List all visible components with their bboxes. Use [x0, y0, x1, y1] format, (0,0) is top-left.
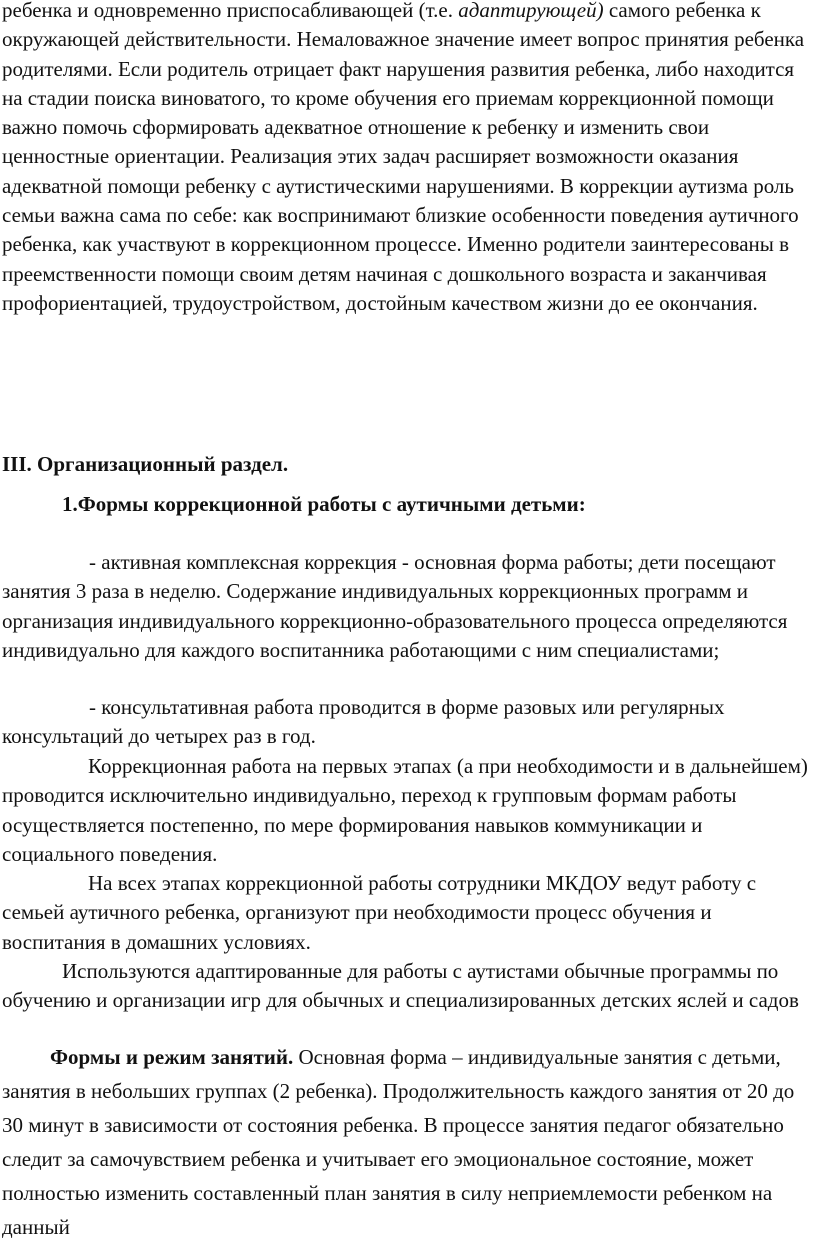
paragraph-active-correction: [2, 548, 814, 665]
paragraph-text: - активная комплексная коррекция - основная форма работы; дети посещают занятия 3 раза в неделю. Содержание индивидуальных коррекционных программ и организация индивидуального коррекционно-образовательного процесса определяются индивидуально для каждого воспитанника работающими с ним специалистами;: [2, 550, 788, 662]
paragraph-text: На всех этапах коррекционной работы сотрудники МКДОУ ведут работу с семьей аутичного ребенка, организуют при необходимости процесс обучения и воспитания в домашних условиях.: [2, 871, 757, 954]
paragraph-family-role: [2, 0, 814, 318]
paragraph-family-work: [2, 869, 814, 957]
paragraph-text: - консультативная работа проводится в форме разовых или регулярных консультаций до четырех раз в год.: [2, 695, 725, 749]
paragraph-text: самого ребенка к окружающей действительности. Немаловажное значение имеет вопрос принятия ребенка родителями. Если родитель отрицает факт нарушения развития ребенка, либо находится на стадии поиска виноватого, то кроме обучения его приемам коррекционной помощи важно помочь сформировать адекватное отношение к ребенку и изменить свои ценностные ориентации. Реализация этих задач расширяет возможности оказания адекватной помощи ребенку с аутистическими нарушениями. В коррекции аутизма роль семьи важна сама по себе: как воспринимают близкие особенности поведения аутичного ребенка, как участвуют в коррекционном процессе. Именно родители заинтересованы в преемственности помощи своим детям начиная с дошкольного возраста и заканчивая профориентацией, трудоустройством, достойным качеством жизни до ее окончания.: [2, 0, 805, 315]
paragraph-text: Основная форма – индивидуальные занятия с детьми, занятия в небольших группах (2 ребенка). Продолжительность каждого занятия от 20 до 30 минут в зависимости от состояния ребенка. В процессе занятия педагог обязательно следит за самочувствием ребенка и учитывает его эмоциональное состояние, может полностью изменить составленный план занятия в силу неприемлемости ребенком на данный: [2, 1045, 795, 1239]
paragraph-text: ребенка и одновременно приспосабливающей (т.е.: [2, 0, 459, 22]
paragraph-text: Используются адаптированные для работы с аутистами обычные программы по обучению и организации игр для обычных и специализированных детских яслей и садов: [2, 959, 799, 1013]
paragraph-text: Коррекционная работа на первых этапах (а при необходимости и в дальнейшем) проводится исключительно индивидуально, переход к групповым формам работы осуществляется постепенно, по мере формирования навыков коммуникации и социального поведения.: [2, 754, 808, 866]
bold-lead: Формы и режим занятий.: [50, 1045, 294, 1069]
paragraph-adapted-programs: [2, 957, 814, 1016]
subsection-heading: 1.Формы коррекционной работы с аутичными детьми:: [62, 492, 586, 516]
section-heading: III. Организационный раздел.: [2, 452, 289, 476]
paragraph-consultative-work: [2, 693, 814, 752]
italic-term: адаптирующей): [458, 0, 604, 22]
paragraph-forms-and-schedule: [2, 1040, 814, 1244]
paragraph-correction-stages: [2, 752, 814, 869]
